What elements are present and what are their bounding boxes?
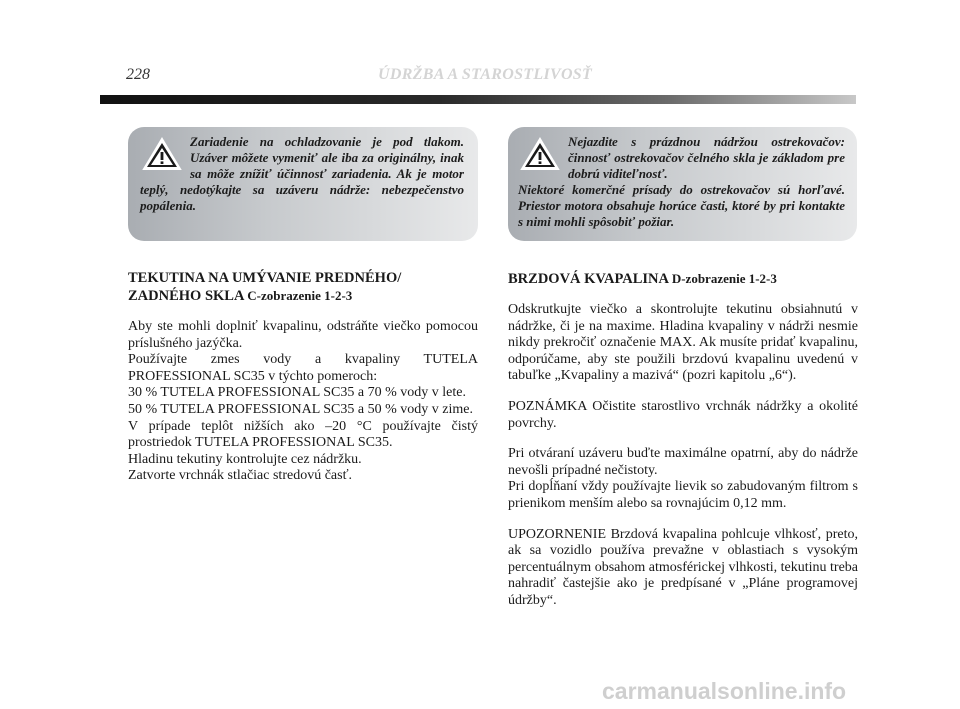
brake-para-opening (508, 446, 858, 512)
chapter-title: ÚDRŽBA A STAROSTLIVOSŤ (378, 66, 593, 83)
brake-heading-ref: D-zobrazenie 1-2-3 (671, 271, 777, 286)
washer-line: Používajte zmes vody a kvapaliny TUTELA PROFESSIONAL SC35 v týchto pomeroch: (128, 352, 478, 384)
page-number: 228 (126, 66, 150, 83)
washer-fluid-body (128, 319, 478, 485)
brake-para-check: Odskrutkujte viečko a skontrolujte tekutinu obsiahnutú v nádržke, či je na maxime. Hladina kvapaliny v nádrži nesmie nikdy prekročiť označenie MAX. Ak musíte pridať kvapalinu, odporúčame, aby ste použili brzdovú kvapalinu uvedenú v tabuľke „Kvapaliny a mazivá“ (pozri kapitolu „6“). (508, 302, 858, 384)
brake-fluid-section (508, 270, 858, 624)
warning-box-washer (508, 127, 857, 241)
brake-heading-title: BRZDOVÁ KVAPALINA (508, 271, 669, 287)
washer-line: Aby ste mohli doplniť kvapalinu, odstráňte viečko pomocou príslušného jazýčka. (128, 319, 478, 351)
brake-para-note: POZNÁMKA Očistite starostlivo vrchnák nádržky a okolité povrchy. (508, 398, 858, 431)
warning-box-coolant (128, 127, 478, 241)
brake-fluid-heading (508, 270, 858, 288)
washer-heading-line1: TEKUTINA NA UMÝVANIE PREDNÉHO/ (128, 270, 402, 286)
washer-line: V prípade teplôt nižších ako –20 °C používajte čistý prostriedok TUTELA PROFESSIONAL SC35. (128, 418, 478, 451)
warning-triangle-icon (142, 137, 182, 171)
washer-fluid-heading (128, 270, 478, 305)
header-rule (100, 95, 856, 104)
warning-triangle-icon (520, 137, 560, 171)
washer-line: Zatvorte vrchnák stlačiac stredovú časť. (128, 468, 353, 484)
warning-text-coolant: Zariadenie na ochladzovanie je pod tlakom. Uzáver môžete vymeniť ale iba za originálny, inak sa môže znížiť účinnosť zariadenia. Ak je motor teplý, nedotýkajte sa uzáveru nádrže: nebezpečenstvo popálenia. (140, 134, 464, 213)
brake-line: Pri otváraní uzáveru buďte maximálne opatrní, aby do nádrže nevošli prípadné nečistoty. (508, 446, 858, 478)
washer-fluid-section (128, 270, 478, 499)
brake-line: Pri dopĺňaní vždy používajte lievik so zabudovaným filtrom s prienikom menším alebo sa rovnajúcim 0,12 mm. (508, 479, 858, 511)
watermark: carmanualsonline.info (602, 678, 847, 704)
washer-line: 50 % TUTELA PROFESSIONAL SC35 a 50 % vody v zime. (128, 401, 473, 417)
warning-text-washer-empty: Nejazdite s prázdnou nádržou ostrekovačov: činnosť ostrekovačov čelného skla je základom pre dobrú viditeľnosť. (568, 134, 845, 181)
washer-line: 30 % TUTELA PROFESSIONAL SC35 a 70 % vody v lete. (128, 385, 466, 401)
brake-para-warning: UPOZORNENIE Brzdová kvapalina pohlcuje vlhkosť, preto, ak sa vozidlo používa prevažne v oblastiach s vysokým percentuálnym obsahom atmosférickej vlhkosti, tekutinu treba nahradiť častejšie ako je predpísané v „Pláne programovej údržby“. (508, 526, 858, 608)
washer-heading-line2: ZADNÉHO SKLA (128, 288, 244, 304)
washer-line: Hladinu tekutiny kontrolujte cez nádržku. (128, 451, 362, 467)
warning-text-washer-flammable: Niektoré komerčné prísady do ostrekovačov sú horľavé. Priestor motora obsahuje horúce časti, ktoré by pri kontakte s nimi mohli spôsobiť požiar. (518, 182, 845, 229)
washer-heading-ref: C-zobrazenie 1-2-3 (247, 288, 353, 303)
